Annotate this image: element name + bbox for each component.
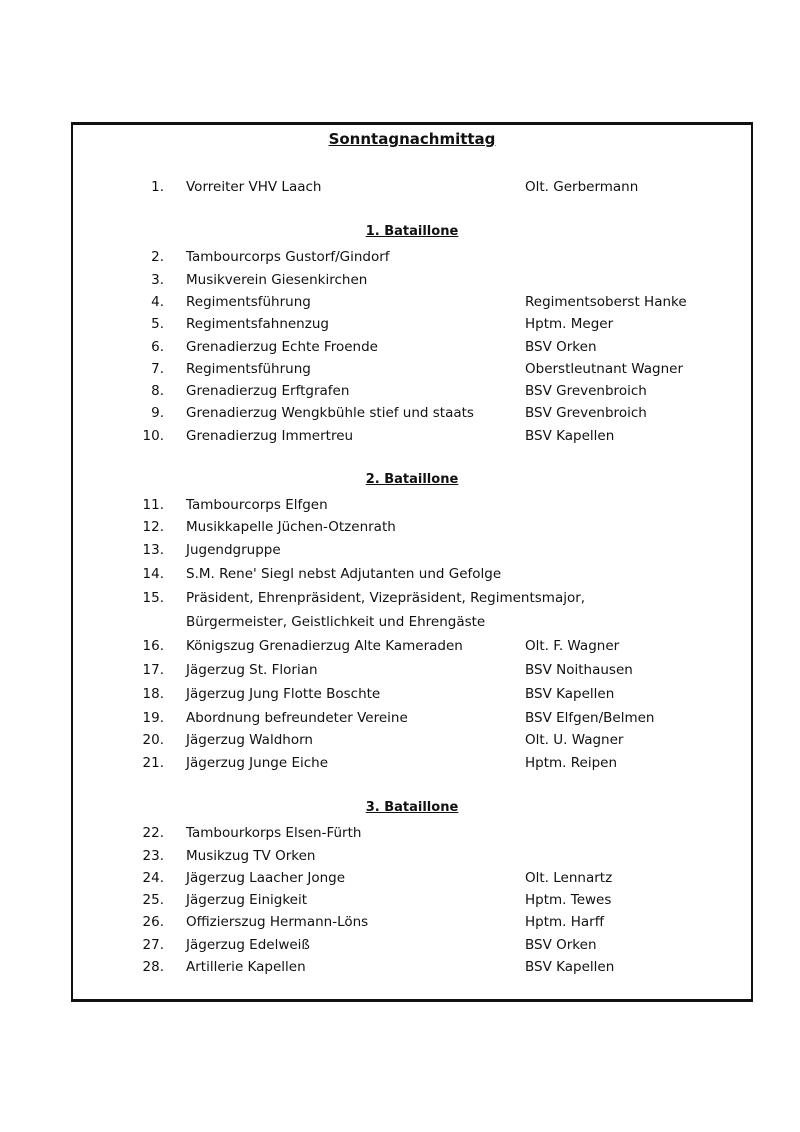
item-number: 25. <box>142 892 164 908</box>
item-name: Vorreiter VHV Laach <box>186 179 322 195</box>
item-number: 14. <box>142 566 164 582</box>
section-heading: 1. Bataillone <box>365 224 459 239</box>
item-name: Grenadierzug Echte Froende <box>186 339 378 355</box>
list-item <box>0 868 800 888</box>
item-name: Jugendgruppe <box>186 542 281 558</box>
item-number: 11. <box>142 497 164 513</box>
item-number: 7. <box>151 361 164 377</box>
list-item <box>0 957 800 977</box>
item-name: Jägerzug Edelweiß <box>186 937 310 953</box>
item-name: Grenadierzug Immertreu <box>186 428 354 444</box>
item-number: 15. <box>142 590 164 606</box>
item-number: 26. <box>142 914 164 930</box>
item-unit: Olt. Lennartz <box>525 870 613 886</box>
item-name: Abordnung befreundeter Vereine <box>186 710 408 726</box>
item-name: Regimentsführung <box>186 361 311 377</box>
item-unit: Hptm. Reipen <box>525 755 618 771</box>
item-name: Offizierszug Hermann-Löns <box>186 914 369 930</box>
item-name: Grenadierzug Erftgrafen <box>186 383 350 399</box>
list-item <box>0 426 800 446</box>
list-item <box>0 247 800 267</box>
item-name: Jägerzug St. Florian <box>186 662 318 678</box>
list-item <box>0 660 800 680</box>
item-unit: BSV Noithausen <box>525 662 633 678</box>
item-number: 12. <box>142 519 164 535</box>
item-name: Jägerzug Einigkeit <box>186 892 308 908</box>
item-unit: Hptm. Tewes <box>525 892 612 908</box>
list-item <box>0 359 800 379</box>
item-unit: Olt. U. Wagner <box>525 732 624 748</box>
item-name: Jägerzug Jung Flotte Boschte <box>186 686 381 702</box>
item-number: 9. <box>151 405 164 421</box>
list-item <box>0 517 800 537</box>
list-item <box>0 270 800 290</box>
item-number: 13. <box>142 542 164 558</box>
list-item <box>0 823 800 843</box>
item-unit: BSV Elfgen/Belmen <box>525 710 655 726</box>
item-number: 2. <box>151 249 164 265</box>
item-number: 20. <box>142 732 164 748</box>
list-item <box>0 753 800 773</box>
item-name: Königszug Grenadierzug Alte Kameraden <box>186 638 463 654</box>
list-item <box>0 403 800 423</box>
item-name: Jägerzug Waldhorn <box>186 732 313 748</box>
item-number: 5. <box>151 316 164 332</box>
item-unit: BSV Orken <box>525 937 597 953</box>
item-unit: Hptm. Meger <box>525 316 614 332</box>
item-unit: Olt. F. Wagner <box>525 638 620 654</box>
item-unit: BSV Kapellen <box>525 428 615 444</box>
item-number: 17. <box>142 662 164 678</box>
item-number: 27. <box>142 937 164 953</box>
item-number: 1. <box>151 179 164 195</box>
item-number: 18. <box>142 686 164 702</box>
section-heading: 2. Bataillone <box>365 472 459 487</box>
item-number: 19. <box>142 710 164 726</box>
page-title: Sonntagnachmittag <box>328 130 496 148</box>
list-item <box>0 890 800 910</box>
item-name: Musikkapelle Jüchen-Otzenrath <box>186 519 396 535</box>
list-item <box>0 381 800 401</box>
item-name: Bürgermeister, Geistlichkeit und Ehrengäste <box>186 614 486 630</box>
item-unit: Olt. Gerbermann <box>525 179 639 195</box>
list-item <box>0 292 800 312</box>
item-unit: BSV Grevenbroich <box>525 405 647 421</box>
list-item <box>0 337 800 357</box>
item-number: 4. <box>151 294 164 310</box>
item-name: Tambourcorps Elfgen <box>186 497 328 513</box>
item-name: Jägerzug Laacher Jonge <box>186 870 346 886</box>
list-item <box>0 588 800 608</box>
list-item <box>0 708 800 728</box>
item-number: 24. <box>142 870 164 886</box>
list-item <box>0 495 800 515</box>
list-item <box>0 636 800 656</box>
item-name: Musikzug TV Orken <box>186 848 316 864</box>
item-name: Tambourcorps Gustorf/Gindorf <box>186 249 390 265</box>
item-name: Grenadierzug Wengkbühle stief und staats <box>186 405 474 421</box>
item-name: S.M. Rene' Siegl nebst Adjutanten und Gefolge <box>186 566 502 582</box>
item-number: 22. <box>142 825 164 841</box>
item-number: 8. <box>151 383 164 399</box>
item-name: Regimentsführung <box>186 294 311 310</box>
item-name: Artillerie Kapellen <box>186 959 306 975</box>
item-number: 3. <box>151 272 164 288</box>
item-unit: BSV Grevenbroich <box>525 383 647 399</box>
list-item <box>0 912 800 932</box>
item-unit: Oberstleutnant Wagner <box>525 361 683 377</box>
item-unit: Hptm. Harff <box>525 914 605 930</box>
list-item <box>0 684 800 704</box>
list-item <box>0 846 800 866</box>
item-name: Tambourkorps Elsen-Fürth <box>186 825 362 841</box>
item-number: 21. <box>142 755 164 771</box>
item-unit: Regimentsoberst Hanke <box>525 294 687 310</box>
section-heading: 3. Bataillone <box>365 800 459 815</box>
list-item <box>0 612 800 632</box>
item-number: 23. <box>142 848 164 864</box>
list-item <box>0 540 800 560</box>
item-unit: BSV Kapellen <box>525 686 615 702</box>
list-item <box>0 935 800 955</box>
item-number: 10. <box>142 428 164 444</box>
list-item <box>0 564 800 584</box>
item-number: 16. <box>142 638 164 654</box>
list-item <box>0 314 800 334</box>
item-unit: BSV Orken <box>525 339 597 355</box>
item-number: 6. <box>151 339 164 355</box>
item-unit: BSV Kapellen <box>525 959 615 975</box>
item-name: Jägerzug Junge Eiche <box>186 755 329 771</box>
item-number: 28. <box>142 959 164 975</box>
item-name: Präsident, Ehrenpräsident, Vizepräsident, Regimentsmajor, <box>186 590 586 606</box>
item-name: Regimentsfahnenzug <box>186 316 329 332</box>
item-name: Musikverein Giesenkirchen <box>186 272 368 288</box>
list-item <box>0 177 800 197</box>
list-item <box>0 730 800 750</box>
